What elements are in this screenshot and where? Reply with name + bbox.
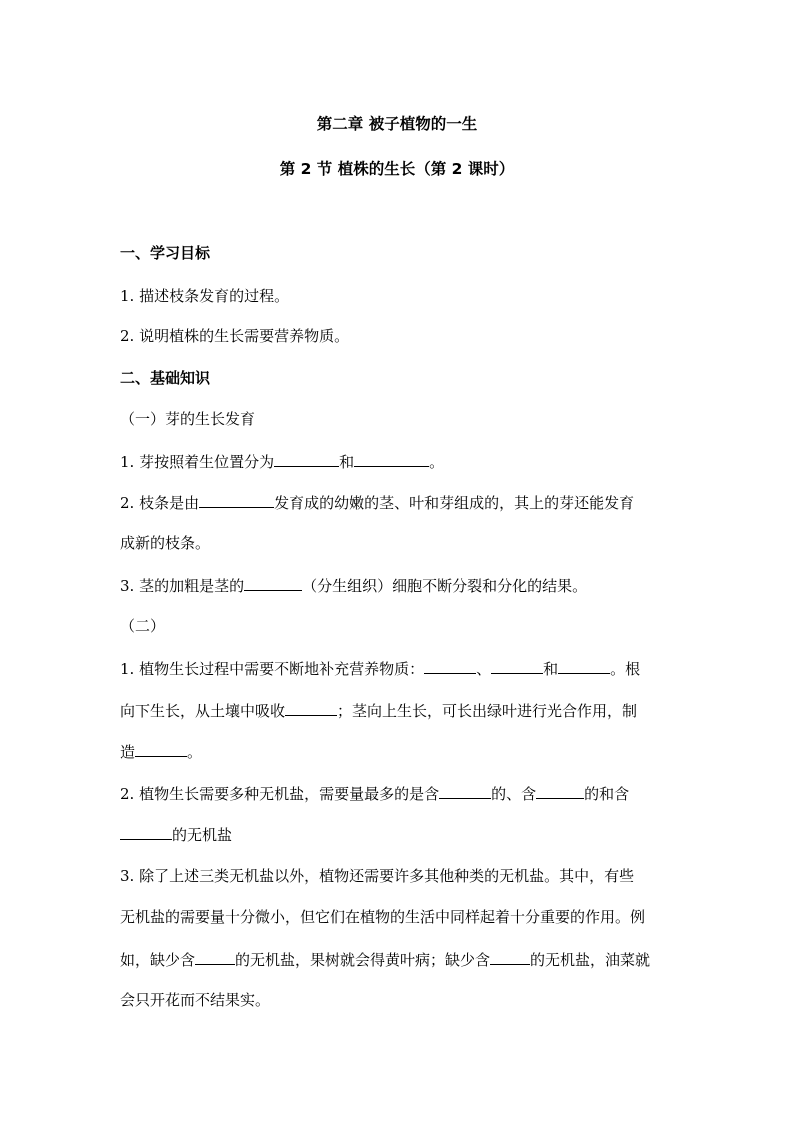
part2-question-1: 1. 植物生长过程中需要不断地补充营养物质： 、 和 。根: [120, 660, 641, 678]
answer-blank[interactable]: [536, 783, 584, 799]
answer-blank[interactable]: [195, 949, 235, 965]
answer-blank[interactable]: [354, 451, 429, 467]
part2-question-1-cont: 向下生长，从土壤中吸收 ；茎向上生长，可长出绿叶进行光合作用，制: [120, 702, 638, 720]
part1-heading: （一）芽的生长发育: [120, 410, 256, 428]
section-title: 第 2 节 植株的生长（第 2 课时）: [279, 160, 515, 178]
part2-question-3-cont: 无机盐的需要量十分微小，但它们在植物的生活中同样起着十分重要的作用。例: [120, 908, 646, 926]
part1-question-2-cont: 成新的枝条。: [120, 534, 211, 552]
answer-blank[interactable]: [285, 700, 337, 716]
part2-question-2-cont: 的无机盐: [120, 824, 232, 844]
answer-blank[interactable]: [439, 783, 491, 799]
answer-blank[interactable]: [120, 824, 172, 840]
answer-blank[interactable]: [274, 451, 339, 467]
part2-question-3-cont: 如，缺少含 的无机盐，果树就会得黄叶病；缺少含 的无机盐，油菜就: [120, 951, 651, 969]
answer-blank[interactable]: [244, 575, 302, 591]
part1-question-2: 2. 枝条是由 发育成的幼嫩的茎、叶和芽组成的，其上的芽还能发育: [120, 494, 635, 512]
objectives-heading: 一、学习目标: [120, 244, 211, 262]
basics-heading: 二、基础知识: [120, 369, 211, 387]
part1-question-1: 1. 芽按照着生位置分为 和 。: [120, 453, 445, 471]
answer-blank[interactable]: [558, 658, 610, 674]
part2-question-3-cont: 会只开花而不结果实。: [120, 991, 271, 1009]
part1-question-3: 3. 茎的加粗是茎的 （分生组织）细胞不断分裂和分化的结果。: [120, 577, 588, 595]
answer-blank[interactable]: [199, 492, 274, 508]
chapter-title: 第二章 被子植物的一生: [316, 115, 478, 133]
answer-blank[interactable]: [490, 949, 530, 965]
objective-item: 1. 描述枝条发育的过程。: [120, 287, 290, 305]
answer-blank[interactable]: [135, 741, 187, 757]
part2-question-3: 3. 除了上述三类无机盐以外，植物还需要许多其他种类的无机盐。其中，有些: [120, 867, 635, 885]
part2-heading: （二）: [120, 617, 166, 635]
answer-blank[interactable]: [424, 658, 476, 674]
objective-item: 2. 说明植株的生长需要营养物质。: [120, 327, 350, 345]
part2-question-1-cont: 造 。: [120, 743, 203, 761]
part2-question-2: 2. 植物生长需要多种无机盐，需要量最多的是含 的、含 的和含: [120, 785, 630, 803]
answer-blank[interactable]: [491, 658, 543, 674]
